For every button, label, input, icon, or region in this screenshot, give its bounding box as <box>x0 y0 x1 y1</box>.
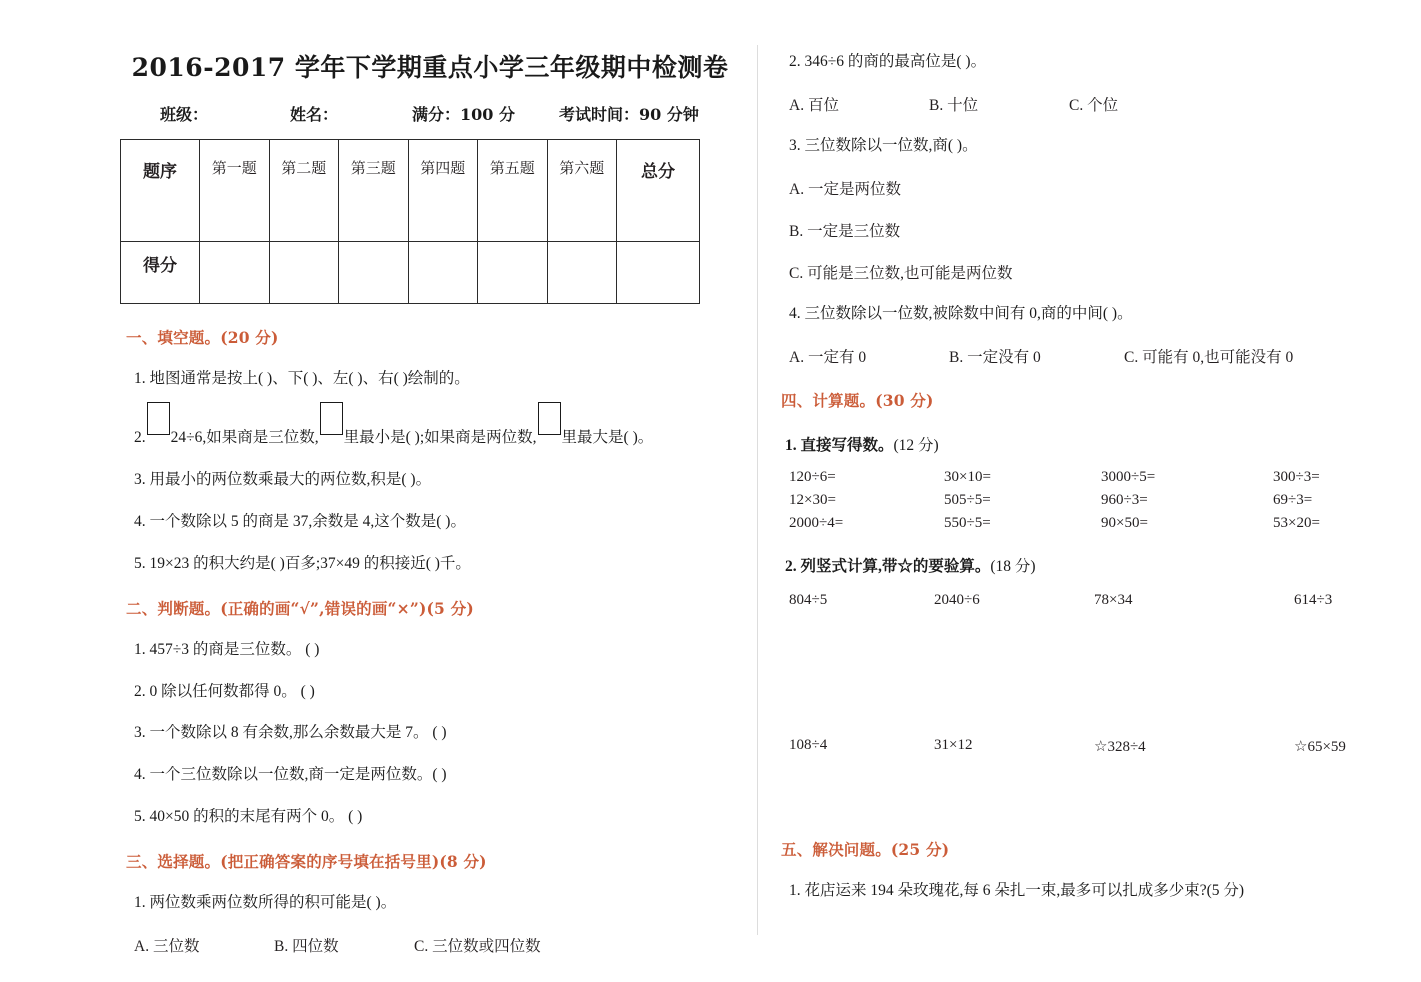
score-table <box>120 139 700 304</box>
section-heading-calculation: 四、计算题。(30 分) <box>781 390 934 410</box>
mental-math-cell: 550÷5= <box>944 514 991 531</box>
choice-question-3-stem: 3. 三位数除以一位数,商( )。 <box>789 136 978 154</box>
right-column <box>775 0 1405 902</box>
choice-question-2-stem: 2. 346÷6 的商的最高位是( )。 <box>789 53 987 70</box>
choice-q1-option-b[interactable]: B. 四位数 <box>274 938 339 956</box>
table-row-question-index <box>121 140 700 242</box>
mental-math-cell: 120÷6= <box>789 468 836 485</box>
choice-question-4-options <box>789 345 1405 367</box>
blank-box-2[interactable] <box>320 402 343 435</box>
calculation-sub1-label: 1. 直接写得数。 <box>785 436 894 454</box>
page-title: 2016-2017 学年下学期重点小学三年级期中检测卷 <box>131 53 729 82</box>
table-header-q4: 第四题 <box>408 140 478 242</box>
table-header-q1: 第一题 <box>200 140 270 242</box>
choice-q2-option-b[interactable]: B. 十位 <box>929 96 979 114</box>
vertical-calc-cell: ☆328÷4 <box>1094 738 1146 755</box>
blank-box-1[interactable] <box>147 402 170 435</box>
mental-math-cell: 3000÷5= <box>1101 468 1156 485</box>
section-heading-multiple-choice: 三、选择题。(把正确答案的序号填在括号里)(8 分) <box>126 852 487 872</box>
table-header-q5: 第五题 <box>478 140 548 242</box>
exam-time-label: 考试时间：90 分钟 <box>559 105 699 124</box>
true-false-question-2: 2. 0 除以任何数都得 0。 ( ) <box>134 682 315 700</box>
choice-question-1-stem: 1. 两位数乘两位数所得的积可能是( )。 <box>134 894 397 912</box>
mental-math-cell: 69÷3= <box>1273 491 1313 508</box>
table-header-total: 总分 <box>617 140 700 242</box>
fill-in-question-3: 3. 用最小的两位数乘最大的两位数,积是( )。 <box>134 470 432 488</box>
word-problem-question-1: 1. 花店运来 194 朵玫瑰花,每 6 朵扎一束,最多可以扎成多少束?(5 分) <box>789 881 1245 899</box>
vertical-calc-cell: 804÷5 <box>789 591 828 608</box>
vertical-calc-row-2 <box>789 737 1405 756</box>
fill-in-q2-part1: 24÷6,如果商是三位数, <box>170 428 319 446</box>
mental-math-cell: 90×50= <box>1101 514 1148 531</box>
vertical-calc-cell: 614÷3 <box>1294 591 1333 608</box>
choice-q3-option-b[interactable]: B. 一定是三位数 <box>789 222 901 240</box>
table-header-score: 得分 <box>121 242 200 304</box>
fill-in-question-2 <box>134 411 740 449</box>
table-header-q3: 第三题 <box>339 140 409 242</box>
choice-q3-option-a[interactable]: A. 一定是两位数 <box>789 180 901 198</box>
choice-q2-option-c[interactable]: C. 个位 <box>1069 96 1119 114</box>
score-cell-q2[interactable] <box>269 242 339 304</box>
fill-in-q2-prefix: 2. <box>134 428 146 446</box>
calculation-sub2-title <box>785 554 1405 576</box>
choice-question-2-options <box>789 93 1405 115</box>
choice-q1-option-a[interactable]: A. 三位数 <box>134 938 200 956</box>
mental-math-cell: 960÷3= <box>1101 491 1148 508</box>
true-false-question-3: 3. 一个数除以 8 有余数,那么余数最大是 7。 ( ) <box>134 724 447 742</box>
score-cell-q4[interactable] <box>408 242 478 304</box>
mental-math-cell: 300÷3= <box>1273 468 1320 485</box>
class-label: 班级： <box>160 105 209 124</box>
calculation-sub1-title <box>785 433 1405 455</box>
vertical-calc-row-1 <box>789 592 1405 609</box>
left-column <box>120 0 740 956</box>
blank-box-3[interactable] <box>538 402 561 435</box>
choice-q2-option-a[interactable]: A. 百位 <box>789 96 839 114</box>
section-heading-word-problems: 五、解决问题。(25 分) <box>781 839 950 859</box>
mental-math-cell: 505÷5= <box>944 491 991 508</box>
table-header-q2: 第二题 <box>269 140 339 242</box>
fill-in-question-4: 4. 一个数除以 5 的商是 37,余数是 4,这个数是( )。 <box>134 512 466 530</box>
choice-q4-option-c[interactable]: C. 可能有 0,也可能没有 0 <box>1124 348 1294 366</box>
column-divider <box>757 45 758 935</box>
vertical-calc-cell: 31×12 <box>934 736 973 753</box>
table-header-question-index: 题序 <box>121 140 200 242</box>
fill-in-q2-part2: 里最小是( );如果商是两位数, <box>343 428 537 446</box>
calculation-sub1-points: (12 分) <box>893 436 939 454</box>
mental-math-grid <box>789 469 1405 532</box>
full-score-label: 满分：100 分 <box>412 105 516 124</box>
true-false-question-4: 4. 一个三位数除以一位数,商一定是两位数。( ) <box>134 766 447 784</box>
choice-q4-option-a[interactable]: A. 一定有 0 <box>789 348 867 366</box>
student-name-label: 姓名： <box>290 105 339 124</box>
score-cell-q1[interactable] <box>200 242 270 304</box>
calculation-sub2-points: (18 分) <box>990 557 1036 575</box>
fill-in-question-5: 5. 19×23 的积大约是( )百多;37×49 的积接近( )千。 <box>134 554 471 572</box>
score-cell-q5[interactable] <box>478 242 548 304</box>
choice-question-3-options <box>789 177 1405 283</box>
table-header-q6: 第六题 <box>547 140 617 242</box>
vertical-calc-cell: 108÷4 <box>789 736 828 753</box>
choice-question-4-stem: 4. 三位数除以一位数,被除数中间有 0,商的中间( )。 <box>789 304 1133 322</box>
mental-math-cell: 53×20= <box>1273 514 1320 531</box>
mental-math-cell: 12×30= <box>789 491 836 508</box>
choice-q3-option-c[interactable]: C. 可能是三位数,也可能是两位数 <box>789 264 1013 282</box>
mental-math-cell: 2000÷4= <box>789 514 844 531</box>
score-cell-total[interactable] <box>617 242 700 304</box>
score-cell-q3[interactable] <box>339 242 409 304</box>
calculation-sub2-label: 2. 列竖式计算,带☆的要验算。 <box>785 557 991 575</box>
fill-in-question-1: 1. 地图通常是按上( )、下( )、左( )、右( )绘制的。 <box>134 370 470 387</box>
true-false-question-1: 1. 457÷3 的商是三位数。 ( ) <box>134 640 320 658</box>
fill-in-q2-part3: 里最大是( )。 <box>561 428 654 446</box>
score-cell-q6[interactable] <box>547 242 617 304</box>
choice-q4-option-b[interactable]: B. 一定没有 0 <box>949 348 1041 366</box>
choice-question-1-options <box>134 934 740 956</box>
true-false-question-5: 5. 40×50 的积的末尾有两个 0。 ( ) <box>134 808 363 826</box>
vertical-calc-cell: 78×34 <box>1094 591 1133 608</box>
vertical-calc-cell: 2040÷6 <box>934 591 980 608</box>
section-heading-fill-in: 一、填空题。(20 分) <box>126 328 279 347</box>
mental-math-cell: 30×10= <box>944 468 991 485</box>
table-row-score <box>121 242 700 304</box>
exam-meta-line <box>120 102 740 125</box>
choice-q1-option-c[interactable]: C. 三位数或四位数 <box>414 938 541 956</box>
section-heading-true-false: 二、判断题。(正确的画“√”,错误的画“×”)(5 分) <box>126 598 474 618</box>
vertical-calc-cell: ☆65×59 <box>1294 738 1346 755</box>
